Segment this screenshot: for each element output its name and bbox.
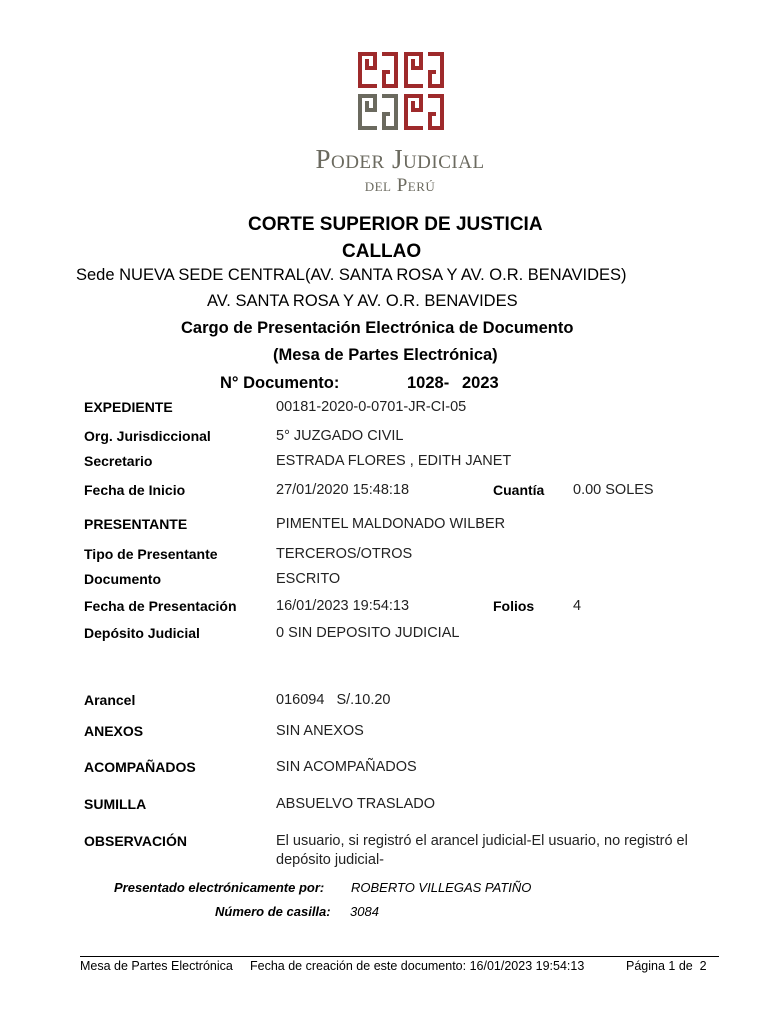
casilla-value: 3084 bbox=[350, 904, 379, 919]
acompanados-label: ACOMPAÑADOS bbox=[84, 759, 196, 775]
presentante-label: PRESENTANTE bbox=[84, 516, 188, 532]
presentante-value: PIMENTEL MALDONADO WILBER bbox=[276, 516, 506, 532]
doc-number: 1028- bbox=[407, 374, 450, 392]
observacion-label: OBSERVACIÓN bbox=[84, 833, 187, 849]
secretario-value: ESTRADA FLORES , EDITH JANET bbox=[276, 453, 512, 469]
tipo-presentante-value: TERCEROS/OTROS bbox=[276, 546, 413, 562]
footer-created: Fecha de creación de este documento: 16/01/2023 19:54:13 bbox=[250, 959, 585, 973]
presented-by-value: ROBERTO VILLEGAS PATIÑO bbox=[351, 880, 532, 895]
footer-page: Página 1 de 2 bbox=[626, 959, 707, 973]
anexos-value: SIN ANEXOS bbox=[276, 723, 364, 739]
sede-line: Sede NUEVA SEDE CENTRAL(AV. SANTA ROSA Y AV. O.R. BENAVIDES) bbox=[76, 266, 627, 284]
deposito-value: 0 SIN DEPOSITO JUDICIAL bbox=[276, 625, 460, 641]
documento-value: ESCRITO bbox=[276, 571, 341, 587]
casilla-label: Número de casilla: bbox=[215, 904, 331, 919]
documento-label: Documento bbox=[84, 571, 161, 587]
expediente-label: EXPEDIENTE bbox=[84, 399, 173, 415]
org-value: 5° JUZGADO CIVIL bbox=[276, 428, 404, 444]
org-label: Org. Jurisdiccional bbox=[84, 428, 211, 444]
deposito-label: Depósito Judicial bbox=[84, 625, 200, 641]
doc-number-label: N° Documento: bbox=[220, 374, 340, 392]
folios-label: Folios bbox=[493, 598, 535, 614]
observacion-value: El usuario, si registró el arancel judicial-El usuario, no registró el depósito judicial- bbox=[276, 833, 688, 868]
brand-subname: del Perú bbox=[364, 175, 436, 196]
fecha-presentacion-label: Fecha de Presentación bbox=[84, 598, 237, 614]
tipo-presentante-label: Tipo de Presentante bbox=[84, 546, 218, 562]
sumilla-label: SUMILLA bbox=[84, 796, 147, 812]
arancel-label: Arancel bbox=[84, 692, 136, 708]
address-line: AV. SANTA ROSA Y AV. O.R. BENAVIDES bbox=[207, 292, 518, 310]
poder-judicial-logo-icon bbox=[356, 50, 446, 132]
cuantia-label: Cuantía bbox=[493, 482, 545, 498]
anexos-label: ANEXOS bbox=[84, 723, 144, 739]
fecha-inicio-label: Fecha de Inicio bbox=[84, 482, 186, 498]
secretario-label: Secretario bbox=[84, 453, 153, 469]
fecha-inicio-value: 27/01/2020 15:48:18 bbox=[276, 482, 410, 498]
document-type: Cargo de Presentación Electrónica de Documento bbox=[181, 319, 574, 337]
fecha-presentacion-value: 16/01/2023 19:54:13 bbox=[276, 598, 410, 614]
sumilla-value: ABSUELVO TRASLADO bbox=[276, 796, 436, 812]
court-title: CORTE SUPERIOR DE JUSTICIA bbox=[248, 214, 543, 235]
brand-name: Poder Judicial bbox=[315, 144, 485, 174]
acompanados-value: SIN ACOMPAÑADOS bbox=[276, 759, 417, 775]
arancel-value: 016094 S/.10.20 bbox=[276, 692, 391, 708]
footer-source: Mesa de Partes Electrónica bbox=[80, 959, 233, 973]
presented-by-label: Presentado electrónicamente por: bbox=[114, 880, 325, 895]
cuantia-value: 0.00 SOLES bbox=[573, 482, 654, 498]
court-city: CALLAO bbox=[342, 241, 422, 262]
footer-divider bbox=[80, 956, 719, 957]
folios-value: 4 bbox=[573, 598, 582, 614]
channel: (Mesa de Partes Electrónica) bbox=[273, 346, 498, 364]
doc-year: 2023 bbox=[462, 374, 499, 392]
expediente-value: 00181-2020-0-0701-JR-CI-05 bbox=[276, 399, 467, 415]
